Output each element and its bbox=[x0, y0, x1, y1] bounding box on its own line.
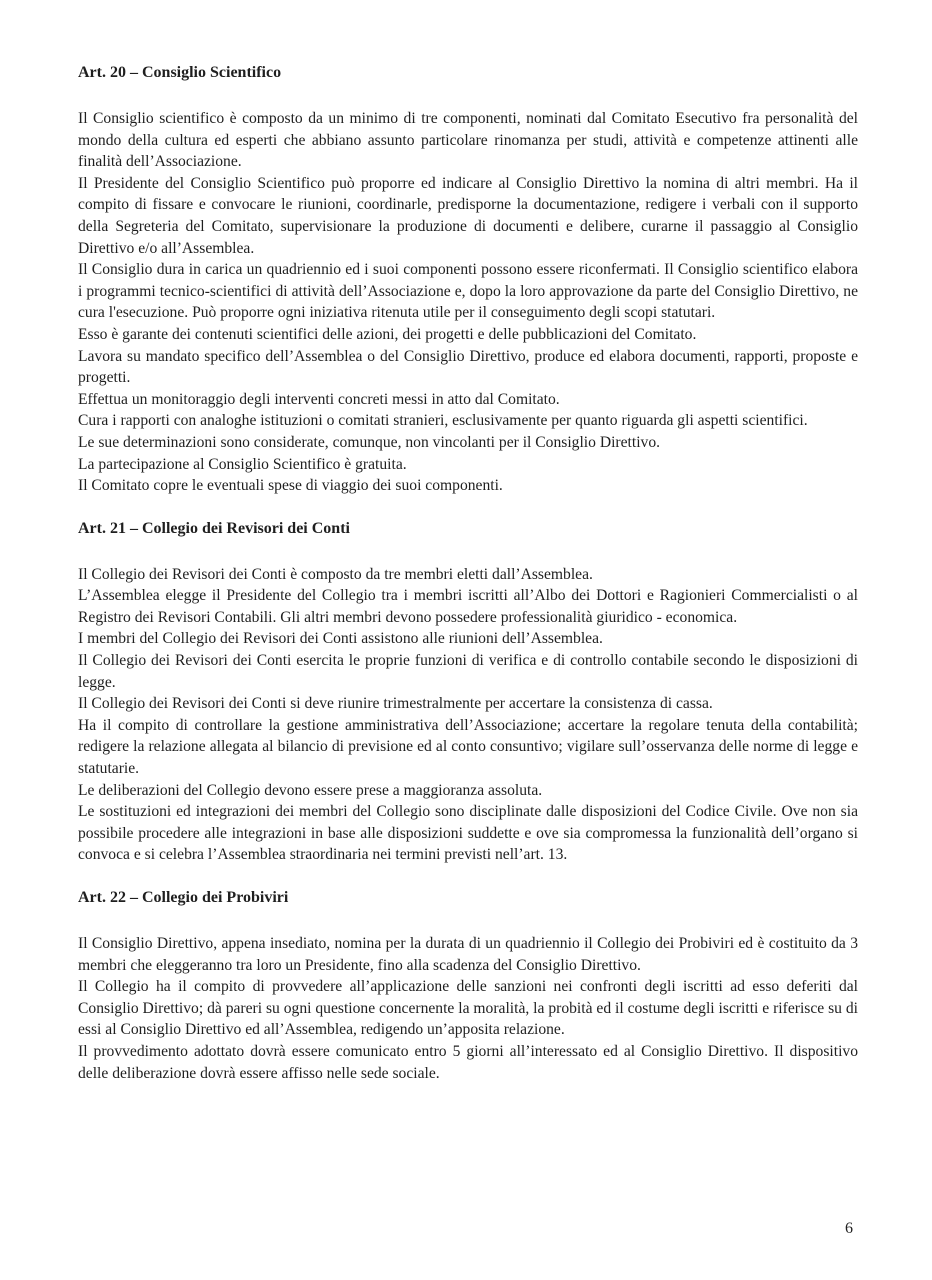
paragraph: Esso è garante dei contenuti scientifici delle azioni, dei progetti e delle pubblicazioni del Comitato. bbox=[78, 325, 697, 343]
article-22-heading: Art. 22 – Collegio dei Probiviri bbox=[78, 889, 289, 906]
article-22 bbox=[78, 887, 858, 1084]
paragraph: Il Consiglio scientifico è composto da un minimo di tre componenti, nominati dal Comitato Esecutivo fra personalità del mondo della cultura ed esperti che abbiano assunto particolare rinomanza per studi, attività e competenze attinenti alle finalità dell’Associazione. bbox=[78, 110, 858, 171]
paragraph: I membri del Collegio dei Revisori dei Conti assistono alle riunioni dell’Assemblea. bbox=[78, 630, 603, 648]
paragraph: Il Collegio dei Revisori dei Conti si deve riunire trimestralmente per accertare la consistenza di cassa. bbox=[78, 695, 713, 713]
paragraph: L’Assemblea elegge il Presidente del Collegio tra i membri iscritti all’Albo dei Dottori e Ragionieri Commercialisti o al Registro dei Revisori Contabili. Gli altri membri devono possedere professionalità giuridico - economica. bbox=[78, 587, 858, 626]
article-20-heading: Art. 20 – Consiglio Scientifico bbox=[78, 64, 282, 81]
article-20 bbox=[78, 62, 858, 497]
paragraph: Cura i rapporti con analoghe istituzioni o comitati stranieri, esclusivamente per quanto riguarda gli aspetti scientifici. bbox=[78, 412, 808, 430]
paragraph: Il Comitato copre le eventuali spese di viaggio dei suoi componenti. bbox=[78, 477, 503, 495]
page-number: 6 bbox=[845, 1220, 853, 1237]
paragraph: Il Consiglio dura in carica un quadriennio ed i suoi componenti possono essere riconfermati. Il Consiglio scientifico elabora i programmi tecnico-scientifici di attività dell’Associazione e, dopo la loro approvazione da parte del Consiglio Direttivo, ne cura l'esecuzione. Può proporre ogni iniziativa ritenuta utile per il conseguimento degli scopi statutari. bbox=[78, 261, 858, 322]
article-21 bbox=[78, 518, 858, 866]
paragraph: Il Collegio dei Revisori dei Conti esercita le proprie funzioni di verifica e di controllo contabile secondo le disposizioni di legge. bbox=[78, 652, 858, 691]
paragraph: Il Presidente del Consiglio Scientifico può proporre ed indicare al Consiglio Direttivo la nomina di altri membri. Ha il compito di fissare e convocare le riunioni, coordinarle, predisporne la documentazione, redigere i verbali con il supporto della Segreteria del Comitato, supervisionare la produzione di documenti e delibere, curarne il passaggio al Consiglio Direttivo e/o all’Assemblea. bbox=[78, 174, 858, 257]
paragraph: Il Consiglio Direttivo, appena insediato, nomina per la durata di un quadriennio il Collegio dei Probiviri ed è costituito da 3 membri che eleggeranno tra loro un Presidente, fino alla scadenza del Consiglio Direttivo. bbox=[78, 935, 858, 974]
paragraph: Il Collegio dei Revisori dei Conti è composto da tre membri eletti dall’Assemblea. bbox=[78, 565, 593, 583]
paragraph: Le sue determinazioni sono considerate, comunque, non vincolanti per il Consiglio Direttivo. bbox=[78, 433, 661, 451]
paragraph: La partecipazione al Consiglio Scientifico è gratuita. bbox=[78, 455, 407, 473]
paragraph: Il Collegio ha il compito di provvedere all’applicazione delle sanzioni nei confronti degli iscritti ad esso deferiti dal Consiglio Direttivo; dà pareri su ogni questione concernente la moralità, la probità ed il costume degli iscritti e riferisce su di essi al Consiglio Direttivo ed all’Assemblea, redigendo un’apposita relazione. bbox=[78, 978, 858, 1039]
paragraph: Il provvedimento adottato dovrà essere comunicato entro 5 giorni all’interessato ed al Consiglio Direttivo. Il dispositivo delle deliberazione dovrà essere affisso nelle sede sociale. bbox=[78, 1042, 858, 1082]
paragraph: Ha il compito di controllare la gestione amministrativa dell’Associazione; accertare la regolare tenuta della contabilità; redigere la relazione allegata al bilancio di previsione ed al conto consuntivo; vigilare sull’osservanza delle norme di legge e statutarie. bbox=[78, 716, 858, 778]
article-21-heading: Art. 21 – Collegio dei Revisori dei Conti bbox=[78, 519, 350, 537]
document-page bbox=[78, 62, 858, 1084]
paragraph: Le sostituzioni ed integrazioni dei membri del Collegio sono disciplinate dalle disposizioni del Codice Civile. Ove non sia possibile procedere alle integrazioni in base alle disposizioni suddette e ove sia compromessa la funzionalità dell’organo si convoca e si celebra l’Assemblea straordinaria nei termini previsti nell’art. 13. bbox=[78, 803, 858, 864]
paragraph: Le deliberazioni del Collegio devono essere prese a maggioranza assoluta. bbox=[78, 781, 543, 799]
paragraph: Effettua un monitoraggio degli interventi concreti messi in atto dal Comitato. bbox=[78, 390, 560, 408]
paragraph: Lavora su mandato specifico dell’Assemblea o del Consiglio Direttivo, produce ed elabora documenti, rapporti, proposte e progetti. bbox=[78, 347, 858, 387]
